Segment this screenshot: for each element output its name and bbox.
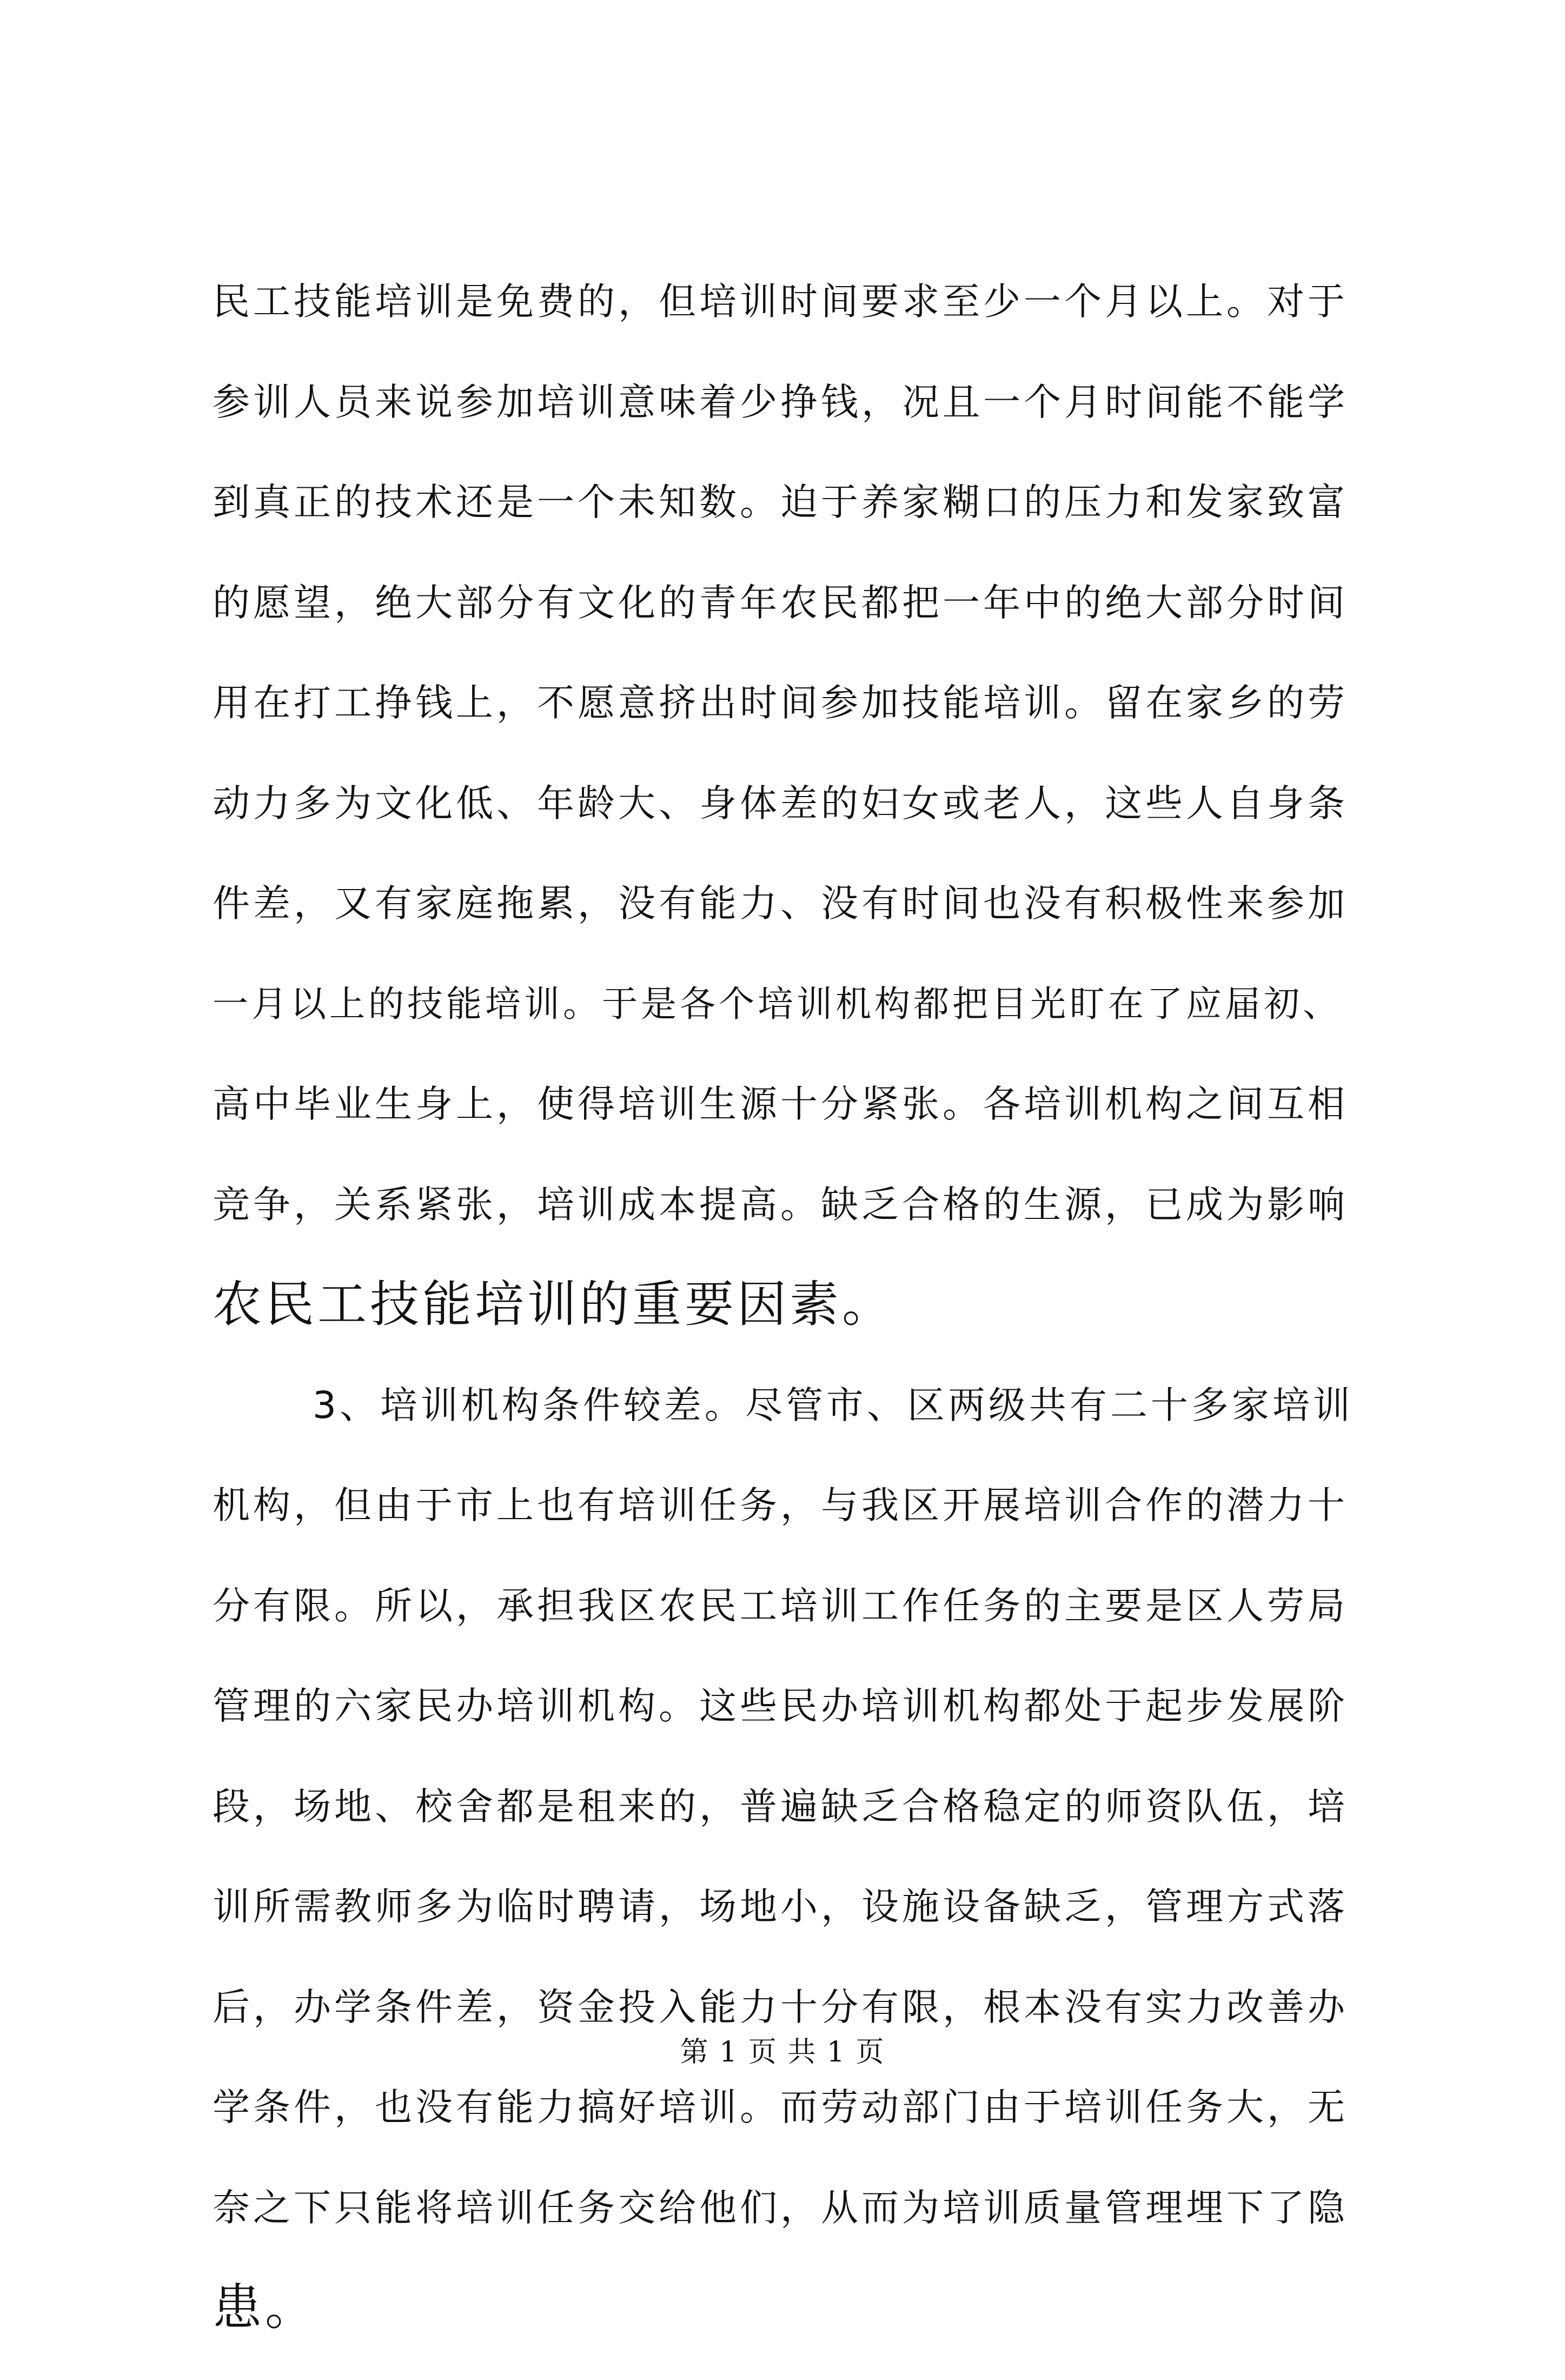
text-line-18: 后，办学条件差，资金投入能力十分有限，根本没有实力改善办 [213, 1985, 1348, 2029]
text-line-15: 管理的六家民办培训机构。这些民办培训机构都处于起步发展阶 [213, 1685, 1348, 1728]
text-line-6: 动力多为文化低、年龄大、身体差的妇女或老人，这些人自身条 [213, 781, 1348, 825]
text-line-17: 训所需教师多为临时聘请，场地小，设施设备缺乏，管理方式落 [213, 1885, 1348, 1928]
text-line-14: 分有限。所以，承担我区农民工培训工作任务的主要是区人劳局 [213, 1584, 1348, 1628]
text-line-5: 用在打工挣钱上，不愿意挤出时间参加技能培训。留在家乡的劳 [213, 681, 1348, 725]
text-line-2: 参训人员来说参加培训意味着少挣钱，况且一个月时间能不能学 [213, 380, 1348, 424]
text-line-9: 高中毕业生身上，使得培训生源十分紧张。各培训机构之间互相 [213, 1083, 1348, 1126]
text-line-13: 机构，但由于市上也有培训任务，与我区开展培训合作的潜力十 [213, 1484, 1348, 1527]
text-line-16: 段，场地、校舍都是租来的，普遍缺乏合格稳定的师资队伍，培 [213, 1785, 1348, 1828]
text-line-1: 民工技能培训是免费的，但培训时间要求至少一个月以上。对于 [213, 280, 1348, 323]
page-footer: 第 1 页 共 1 页 [680, 2036, 885, 2069]
text-line-21: 患。 [213, 2279, 318, 2336]
text-line-19: 学条件，也没有能力搞好培训。而劳动部门由于培训任务大，无 [213, 2086, 1348, 2129]
text-line-11: 农民工技能培训的重要因素。 [213, 1276, 895, 1333]
text-line-4: 的愿望，绝大部分有文化的青年农民都把一年中的绝大部分时间 [213, 581, 1348, 625]
text-line-10: 竞争，关系紧张，培训成本提高。缺乏合格的生源，已成为影响 [213, 1183, 1348, 1227]
text-line-8: 一月以上的技能培训。于是各个培训机构都把目光盯在了应届初、 [213, 983, 1342, 1025]
text-line-7: 件差，又有家庭拖累，没有能力、没有时间也没有积极性来参加 [213, 882, 1348, 925]
text-line-20: 奈之下只能将培训任务交给他们，从而为培训质量管理埋下了隐 [213, 2186, 1348, 2230]
text-line-3: 到真正的技术还是一个未知数。迫于养家糊口的压力和发家致富 [213, 481, 1348, 524]
text-line-12: 3、培训机构条件较差。尽管市、区两级共有二十多家培训 [313, 1383, 1354, 1427]
